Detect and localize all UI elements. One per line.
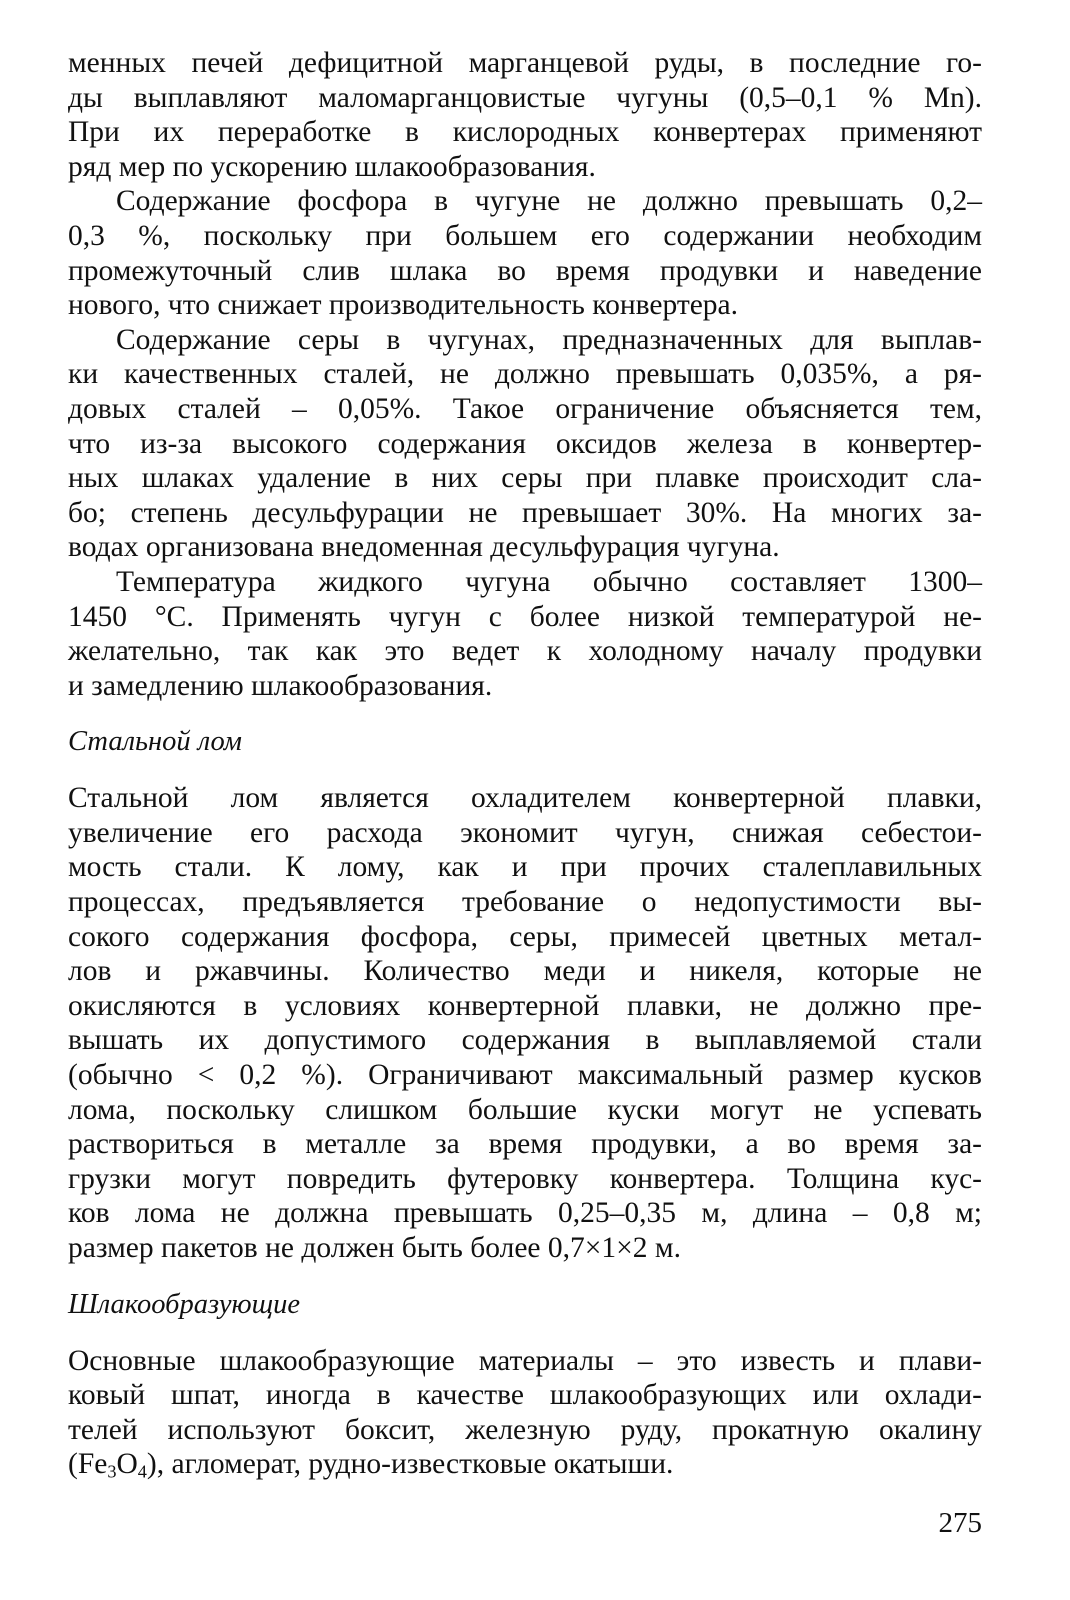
text-line: бо; степень десульфурации не превышает 30%. На многих за- — [68, 496, 982, 529]
text-line: нового, что снижает производительность конвертера. — [68, 289, 739, 322]
text-line: менных печей дефицитной марганцевой руды, в последние го- — [68, 47, 982, 79]
page-number: 275 — [938, 1507, 982, 1539]
formula-close: ), агломерат, рудно-известковые окатыши. — [146, 1448, 674, 1481]
formula-open: (Fe — [68, 1448, 108, 1481]
section-heading-slag-forming: Шлакообразующие — [68, 1288, 301, 1320]
text-line: размер пакетов не должен быть более 0,7×1×2 м. — [68, 1232, 681, 1264]
text-line: Стальной лом является охладителем конвертерной плавки, — [68, 782, 982, 815]
paragraph-sulfur — [68, 323, 982, 565]
text-line: 0,3 %, поскольку при большем его содержании необходим — [68, 219, 982, 252]
book-page — [68, 46, 982, 1556]
paragraph-temperature — [68, 565, 982, 703]
section-heading-steel-scrap: Стальной лом — [68, 726, 242, 758]
text-line: сокого содержания фосфора, серы, примесей цветных метал- — [68, 920, 982, 953]
text-line: довых сталей – 0,05%. Такое ограничение объясняется тем, — [68, 392, 982, 425]
text-line: процессах, предъявляется требование о недопустимости вы- — [68, 886, 982, 919]
text-line: 1450 °С. Применять чугун с более низкой температурой не- — [68, 600, 982, 633]
formula-subscript: 3 — [107, 1461, 117, 1482]
text-line: ков лома не должна превышать 0,25–0,35 м, длина – 0,8 м; — [68, 1197, 982, 1230]
text-line: Содержание серы в чугунах, предназначенных для выплав- — [116, 323, 982, 356]
text-line: ковый шпат, иногда в качестве шлакообразующих или охлади- — [68, 1379, 982, 1412]
paragraph-manganese — [68, 46, 982, 184]
formula-mid: O — [116, 1448, 138, 1481]
text-line: увеличение его расхода экономит чугун, снижая себестои- — [68, 816, 982, 849]
text-line: Содержание фосфора в чугуне не должно превышать 0,2– — [116, 185, 982, 218]
text-line: ряд мер по ускорению шлакообразования. — [68, 150, 596, 183]
text-line: промежуточный слив шлака во время продувки и наведение — [68, 254, 982, 287]
text-line: Температура жидкого чугуна обычно составляет 1300– — [116, 565, 982, 598]
text-line: желательно, так как это ведет к холодному началу продувки — [68, 635, 982, 668]
text-line: ных шлаках удаление в них серы при плавке происходит сла- — [68, 462, 982, 495]
text-line: водах организована внедоменная десульфурация чугуна. — [68, 531, 780, 564]
formula-subscript: 4 — [137, 1461, 147, 1482]
text-line: окисляются в условиях конвертерной плавки, не должно пре- — [68, 989, 982, 1022]
paragraph-slag-forming — [68, 1344, 982, 1482]
paragraph-steel-scrap — [68, 781, 982, 1265]
text-line: телей используют боксит, железную руду, прокатную окалину — [68, 1413, 982, 1446]
text-line: Основные шлакообразующие материалы – это известь и плави- — [68, 1344, 982, 1377]
text-line: ки качественных сталей, не должно превышать 0,035%, а ря- — [68, 358, 982, 391]
text-line: грузки могут повредить футеровку конвертера. Толщина кус- — [68, 1162, 982, 1195]
text-line: При их переработке в кислородных конвертерах применяют — [68, 116, 982, 149]
text-line-formula — [68, 1447, 982, 1482]
text-line: и замедлению шлакообразования. — [68, 669, 493, 702]
paragraph-phosphorus — [68, 184, 982, 322]
text-line: ды выплавляют маломарганцовистые чугуны (0,5–0,1 % Mn). — [68, 81, 982, 114]
text-line: вышать их допустимого содержания в выплавляемой стали — [68, 1024, 982, 1057]
text-line: лов и ржавчины. Количество меди и никеля, которые не — [68, 955, 982, 988]
text-line: что из-за высокого содержания оксидов железа в конвертер- — [68, 427, 982, 460]
text-line: лома, поскольку слишком большие куски могут не успевать — [68, 1093, 982, 1126]
text-line: раствориться в металле за время продувки, а во время за- — [68, 1128, 982, 1161]
text-line: (обычно < 0,2 %). Ограничивают максимальный размер кусков — [68, 1059, 982, 1092]
text-line: мость стали. К лому, как и при прочих сталеплавильных — [68, 851, 982, 884]
